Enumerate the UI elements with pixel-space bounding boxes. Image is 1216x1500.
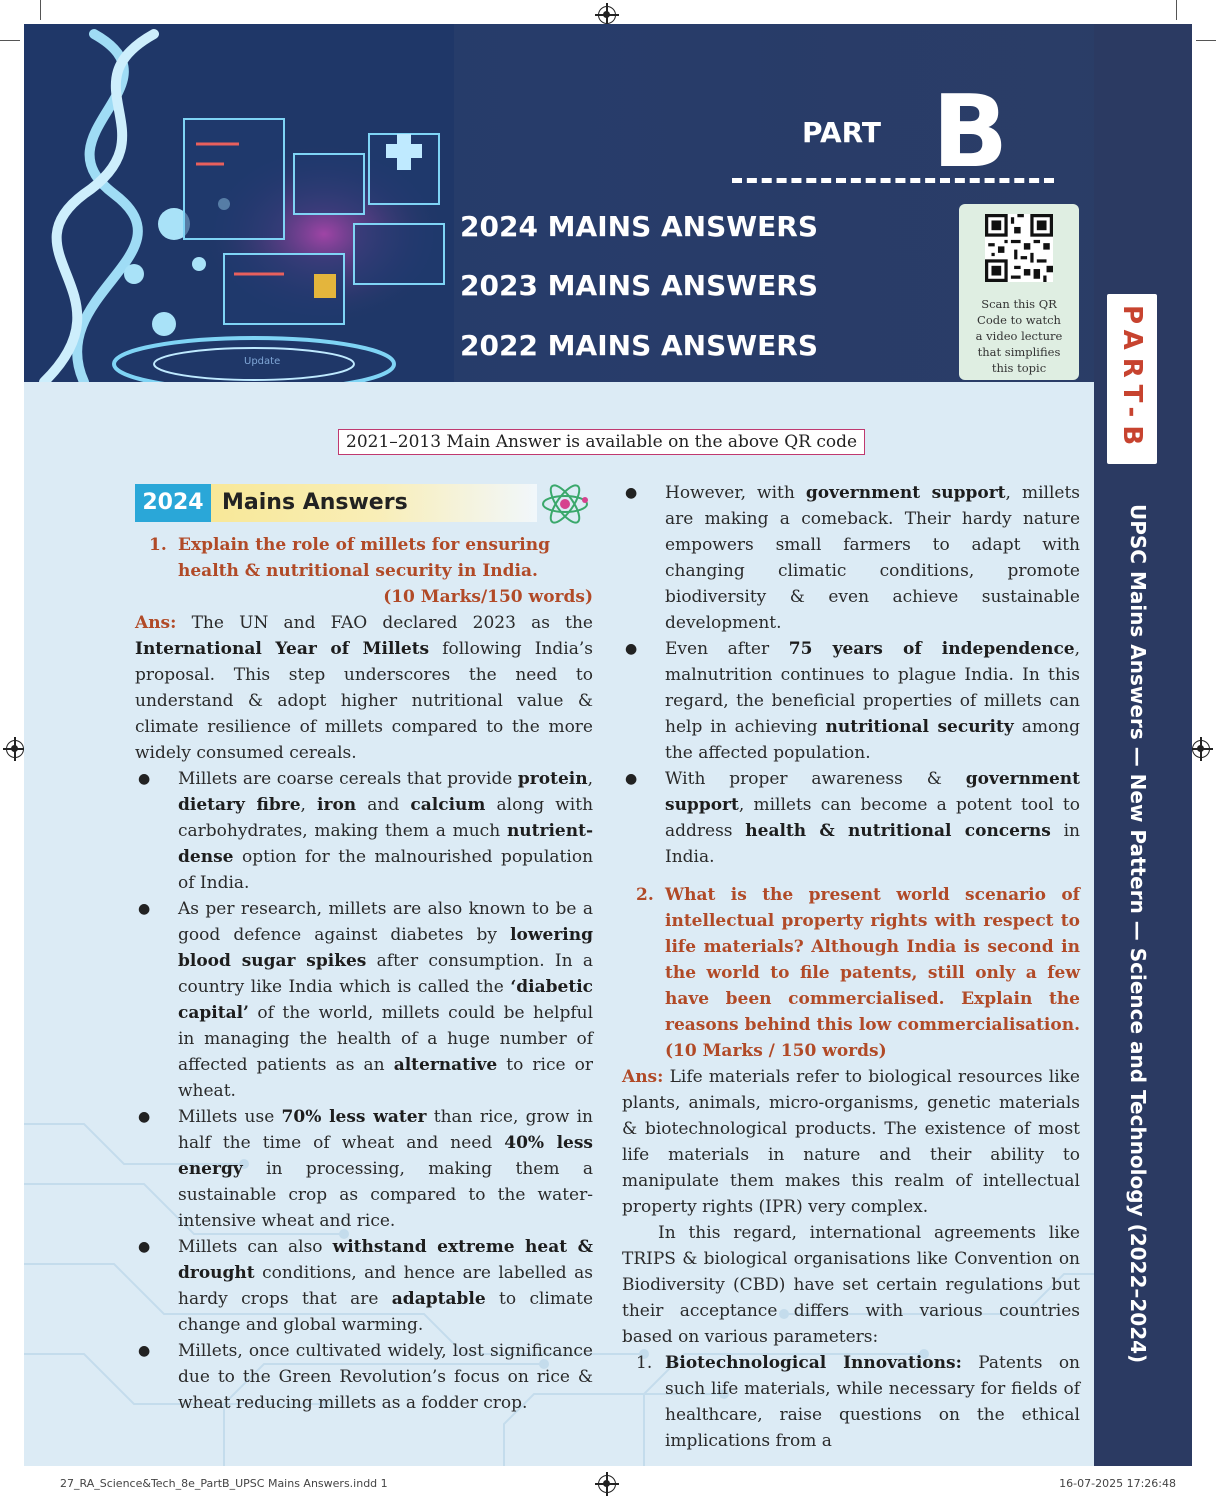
question-1 [135,532,593,584]
footer-file-name: 27_RA_Science&Tech_8e_PartB_UPSC Mains Answers.indd 1 [60,1477,388,1490]
text-run: Millets use [178,1107,275,1127]
side-running-title-text: UPSC Mains Answers — New Pattern — Science and Technology (2022–2024) [1126,504,1150,1364]
qr-caption-line: a video lecture [975,329,1063,343]
header-banner [24,24,1192,382]
question-text: What is the present world scenario of intellectual property rights with respect to life materials? Although India is second in the world to file patents, still only a few have been commercialised. Explain the reasons behind this low commercialisation. [665,885,1080,1035]
qr-panel[interactable] [959,204,1079,380]
bold-run: government support [805,483,1006,503]
bold-run: adaptable [391,1289,486,1309]
text-run: Millets are coarse cereals that provide [178,769,513,789]
text-run: following India’s proposal. This step underscores the need to understand & adopt higher nutritional value & climate resilience of millets compared to the more widely consumed cereals. [135,639,594,763]
bullet-point [135,1104,593,1234]
bold-run: government support [665,769,1080,815]
text-run: , [587,769,593,789]
text-run: and [367,795,400,815]
answer-label: Ans: [622,1067,664,1087]
left-column [135,532,593,1416]
text-run: Millets, once cultivated widely, lost significance due to the Green Revolution’s focus on rice & wheat reducing millets as a fodder crop. [178,1341,593,1413]
bullet-point [135,896,593,1104]
bold-run: 75 years of independence [788,639,1075,659]
bold-run: 70% less water [281,1107,427,1127]
footer-timestamp: 16-07-2025 17:26:48 [1059,1477,1176,1490]
crop-mark [1176,0,1177,20]
bullet-point [135,766,593,896]
text-run: to climate change and global warming. [178,1289,594,1335]
mains-item-2022: 2022 MAINS ANSWERS [460,329,818,362]
qr-caption-line: Code to watch [977,313,1061,327]
text-run: among the affected population. [665,717,1081,763]
text-run: However, with [665,483,795,503]
bold-run: iron [317,795,357,815]
qr-notice-box: 2021–2013 Main Answer is available on the above QR code [338,429,865,455]
qr-caption-line: this topic [991,361,1047,375]
bold-run: dietary fibre [178,795,301,815]
answer-paragraph [622,1064,1080,1220]
bullet-point [135,1338,593,1416]
text-run: With proper awareness & [665,769,942,789]
question-text: Explain the role of millets for ensuring health & nutritional security in India. [178,535,551,581]
bold-run: alternative [393,1055,498,1075]
question-marks: (10 Marks / 150 words) [665,1041,887,1061]
dna-tech-illustration [24,24,454,382]
text-run: , [300,795,306,815]
registration-mark-icon [598,6,616,24]
bullet-point [622,766,1080,870]
qr-caption-line: Scan this QR [981,297,1057,311]
text-run: The UN and FAO declared 2023 as the [191,613,593,633]
bold-run: International Year of Millets [135,639,430,659]
right-column [622,480,1080,1454]
qr-caption-line: that simplifies [977,345,1061,359]
atom-icon [539,484,591,524]
bold-run: lowering blood sugar spikes [178,925,593,971]
text-run: As per research, millets are also known to be a good defence against diabetes by [178,899,593,945]
text-run: than rice, grow in half the time of wheat and need [178,1107,594,1153]
bold-run: health & nutritional concerns [745,821,1051,841]
bold-run: protein [517,769,588,789]
part-letter: B [932,73,1009,190]
answer-paragraph: In this regard, international agreements like TRIPS & biological organisations like Convention on Biodiversity (CBD) have set certain regulations but their acceptance differs with various countries based on various parameters: [622,1223,1080,1347]
section-heading-year: 2024 [135,484,211,522]
text-run: of the world, millets could be helpful in managing the health of a huge number of affected patients as an [178,1003,594,1075]
bold-run: calcium [410,795,486,815]
bullet-point [135,1234,593,1338]
answer-intro [135,610,593,766]
crop-mark [0,40,20,41]
question-marks: (10 Marks/150 words) [383,587,593,607]
qr-code-icon[interactable] [985,214,1053,282]
dashed-divider [732,178,1054,183]
text-run: , millets are making a comeback. Their hardy nature empowers small farmers to adapt with changing climatic conditions, promote biodiversity & even achieve sustainable development. [665,483,1081,633]
bullet-point [622,480,1080,636]
answer-label: Ans: [135,613,177,633]
part-label: PART [802,116,882,149]
text-run: in processing, making them a sustainable crop as compared to the water-intensive wheat and rice. [178,1159,593,1231]
section-heading-label: Mains Answers [222,490,408,515]
registration-mark-icon [598,1475,616,1493]
book-page [24,24,1192,1466]
qr-caption [965,296,1073,376]
part-b-tab-label: PART-B [1117,304,1147,454]
bold-run: withstand extreme heat & drought [178,1237,594,1283]
text-run: Even after [665,639,770,659]
text-run: , malnutrition continues to plague India. In this regard, the beneficial properties of millets can help in achieving [665,639,1081,737]
text-run: in India. [665,821,1080,867]
text-run: Patents on such life materials, while necessary for fields of healthcare, raise questions on the ethical implications from a [665,1353,1080,1451]
bold-run: Biotechnological Innovations: [665,1353,962,1373]
side-running-title [1116,504,1160,1364]
part-b-tab [1107,294,1157,464]
registration-mark-icon [1192,740,1210,758]
art-caption: Update [244,356,281,367]
mains-item-2023: 2023 MAINS ANSWERS [460,269,818,302]
text-run: option for the malnourished population of India. [178,847,594,893]
bold-run: ‘diabetic capital’ [178,977,594,1023]
numbered-point [622,1350,1080,1454]
text-run: to rice or wheat. [178,1055,594,1101]
point-number: 1. [636,1353,653,1373]
bold-run: 40% less energy [178,1133,593,1179]
text-run: , millets can become a potent tool to address [665,795,1080,841]
text-run: Millets can also [178,1237,323,1257]
text-run: conditions, and hence are labelled as hardy crops that are [178,1263,593,1309]
bold-run: nutritional security [825,717,1014,737]
text-run: Life materials refer to biological resources like plants, animals, micro-organisms, genetic materials & biotechnological products. The existence of most life materials in nature and their ability to manipulate them makes this realm of intellectual property rights (IPR) very complex. [622,1067,1080,1217]
bold-run: nutrient-dense [178,821,594,867]
crop-mark [1196,40,1216,41]
text-run: after consumption. In a country like India which is called the [178,951,593,997]
bullet-point [622,636,1080,766]
mains-item-2024: 2024 MAINS ANSWERS [460,210,818,243]
question-2 [622,882,1080,1064]
question-number: 1. [149,535,167,555]
crop-mark [40,0,41,20]
question-number: 2. [636,885,654,905]
registration-mark-icon [6,740,24,758]
text-run: along with carbohydrates, making them a much [178,795,594,841]
